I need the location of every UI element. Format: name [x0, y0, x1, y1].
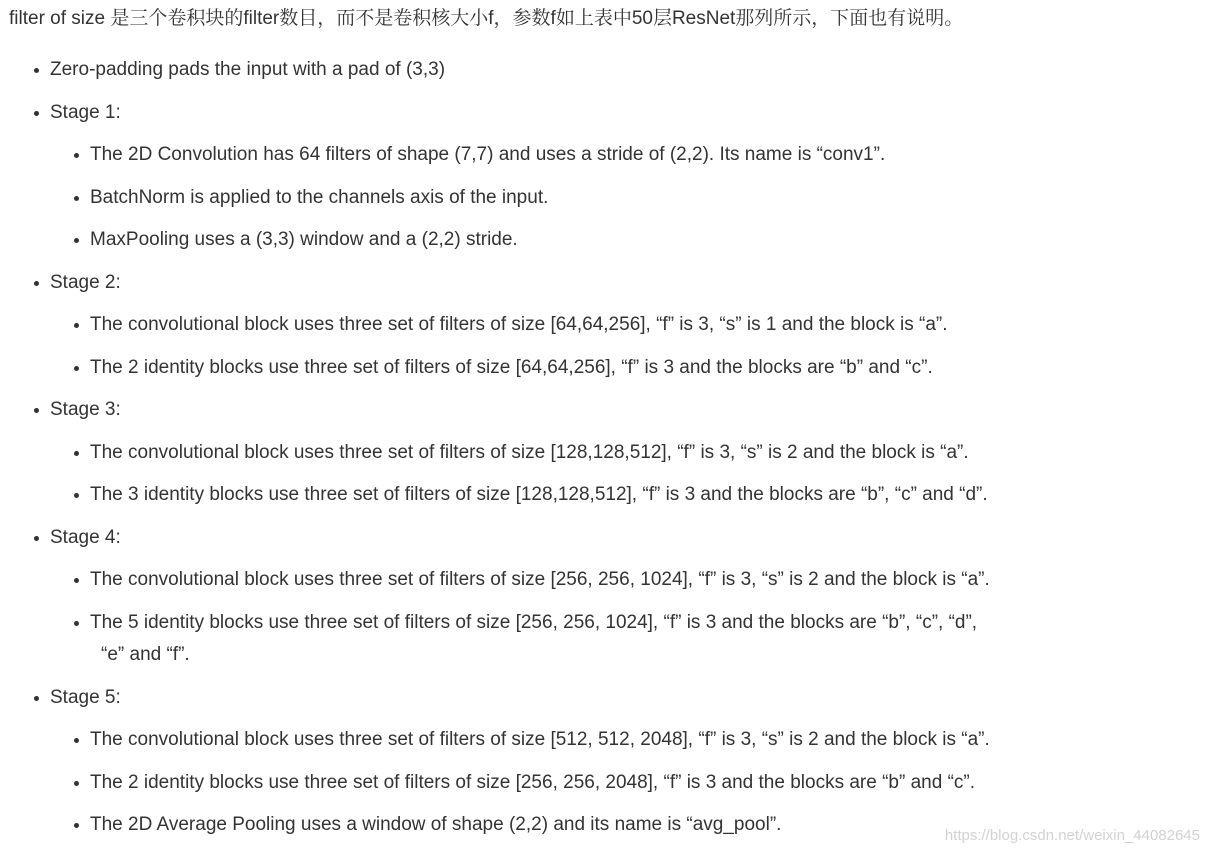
- bullet-icon: [34, 696, 39, 701]
- list-item-text: BatchNorm is applied to the channels axis of the input.: [90, 187, 549, 208]
- bullet-icon: [74, 738, 79, 743]
- list-item-stage-2-identity-blocks: [90, 354, 933, 382]
- list-item-stage-2: [50, 269, 121, 297]
- list-item-stage-1: [50, 99, 121, 127]
- list-item-stage-4: [50, 524, 121, 552]
- list-item-stage-5-identity-blocks: [90, 769, 975, 797]
- bullet-icon: [74, 238, 79, 243]
- list-item-zero-padding: [50, 56, 445, 84]
- list-item-text: The 2 identity blocks use three set of filters of size [256, 256, 2048], “f” is 3 and the blocks are “b” and “c”.: [90, 772, 976, 793]
- list-item-stage-4-identity-blocks: [90, 609, 977, 637]
- bullet-icon: [34, 408, 39, 413]
- bullet-icon: [74, 153, 79, 158]
- list-item-stage-5-avg-pool: [90, 811, 781, 839]
- list-item-text: The 5 identity blocks use three set of filters of size [256, 256, 1024], “f” is 3 and the blocks are “b”, “c”, “d”,: [90, 612, 978, 633]
- list-item-stage-3-identity-blocks: [90, 481, 988, 509]
- bullet-icon: [74, 366, 79, 371]
- list-item-text: The 2D Convolution has 64 filters of shape (7,7) and uses a stride of (2,2). Its name is “conv1”.: [90, 144, 886, 165]
- list-item-text: Stage 3:: [50, 399, 121, 420]
- list-item-stage-3-conv-block: [90, 439, 969, 467]
- bullet-icon: [74, 196, 79, 201]
- list-item-text: Zero-padding pads the input with a pad of (3,3): [50, 59, 446, 80]
- list-item-text: Stage 1:: [50, 102, 121, 123]
- list-item-stage-5: [50, 684, 121, 712]
- list-item-stage-1-maxpool: [90, 226, 518, 254]
- list-item-stage-2-conv-block: [90, 311, 948, 339]
- bullet-icon: [74, 323, 79, 328]
- list-item-text: The 3 identity blocks use three set of filters of size [128,128,512], “f” is 3 and the blocks are “b”, “c” and “d”.: [90, 484, 988, 505]
- list-item-stage-3: [50, 396, 121, 424]
- list-item-text: The convolutional block uses three set of filters of size [256, 256, 1024], “f” is 3, “s” is 2 and the block is “a”.: [90, 569, 990, 590]
- list-item-stage-4-conv-block: [90, 566, 990, 594]
- bullet-icon: [74, 451, 79, 456]
- bullet-icon: [34, 68, 39, 73]
- list-item-stage-1-conv: [90, 141, 885, 169]
- list-item-stage-5-conv-block: [90, 726, 990, 754]
- list-item-text: The convolutional block uses three set of filters of size [64,64,256], “f” is 3, “s” is 1 and the block is “a”.: [90, 314, 948, 335]
- bullet-icon: [74, 823, 79, 828]
- list-item-stage-1-batchnorm: [90, 184, 548, 212]
- list-item-text: Stage 2:: [50, 272, 121, 293]
- bullet-icon: [74, 781, 79, 786]
- list-item-text: The 2D Average Pooling uses a window of shape (2,2) and its name is “avg_pool”.: [90, 814, 782, 835]
- list-item-text: The convolutional block uses three set of filters of size [128,128,512], “f” is 3, “s” is 2 and the block is “a”.: [90, 442, 969, 463]
- bullet-icon: [34, 111, 39, 116]
- bullet-icon: [34, 536, 39, 541]
- bullet-icon: [34, 281, 39, 286]
- bullet-icon: [74, 578, 79, 583]
- list-item-text: MaxPooling uses a (3,3) window and a (2,2) stride.: [90, 229, 518, 250]
- list-item-stage-4-identity-blocks-continued: “e” and “f”.: [101, 644, 190, 665]
- bullet-icon: [74, 493, 79, 498]
- list-item-text: Stage 4:: [50, 527, 121, 548]
- list-item-text: The convolutional block uses three set of filters of size [512, 512, 2048], “f” is 3, “s” is 2 and the block is “a”.: [90, 729, 990, 750]
- list-item-text: The 2 identity blocks use three set of filters of size [64,64,256], “f” is 3 and the blocks are “b” and “c”.: [90, 357, 933, 378]
- intro-paragraph: filter of size 是三个卷积块的filter数目，而不是卷积核大小f，参数f如上表中50层ResNet那列所示，下面也有说明。: [9, 8, 964, 29]
- list-item-text: Stage 5:: [50, 687, 121, 708]
- bullet-icon: [74, 621, 79, 626]
- watermark: https://blog.csdn.net/weixin_44082645: [944, 827, 1200, 844]
